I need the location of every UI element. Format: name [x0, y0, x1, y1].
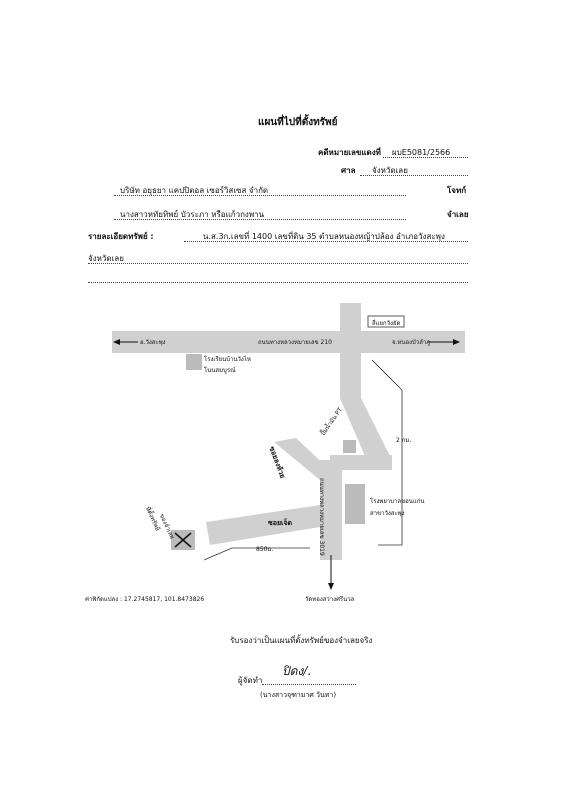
- school-label-1: โรงเรียนบ้านวังไห: [204, 356, 251, 363]
- arrow-down-icon: [328, 583, 334, 590]
- property-marker-label-1: ที่ตั้งทรัพย์: [143, 505, 161, 532]
- case-label: คดีหมายเลขแดงที่: [318, 148, 381, 157]
- distance-2km: 2 กม.: [396, 437, 412, 444]
- signer-name: (นางสาวจุฑามาศ วันทา): [260, 691, 337, 699]
- certify-text: รับรองว่าเป็นแผนที่ตั้งทรัพย์ของจำเลยจริง: [230, 636, 373, 645]
- police-box-label: สี่แยกวังยัด: [372, 320, 401, 327]
- north-road: [340, 303, 361, 398]
- highway-210-label: ถนนทางหลวงหมายเลข 210: [258, 339, 333, 346]
- road-3019-label: ถนนทางหลวงหมายเลข 3019: [318, 478, 325, 556]
- property-label: รายละเอียดทรัพย์ :: [88, 232, 154, 241]
- school-block: [186, 354, 202, 370]
- hospital-label-1: โรงพยาบาลขอนแก่น: [370, 498, 425, 505]
- court-label: ศาล: [341, 166, 356, 175]
- temple-label: วัดทองสว่างศรีนวล: [305, 596, 355, 603]
- gas-station-block: [343, 440, 356, 453]
- page-title: แผนที่ไปที่ตั้งทรัพย์: [258, 117, 338, 128]
- property-line2: จังหวัดเลย: [88, 254, 124, 263]
- defendant-value: นางสาวหทัยทิพย์ บัวระภา หรือแก้วกงพาน: [120, 210, 265, 219]
- signature: ปิดง/.: [282, 664, 312, 678]
- property-line1: น.ส.3ก.เลขที่ 1400 เลขที่ดิน 35 ตำบลหนองหญ้าปล้อง อำเภอวังสะพุง: [203, 232, 445, 241]
- plaintiff-value: บริษัท อยุธยา แคปปิตอล เซอร์วิสเซส จำกัด: [120, 186, 269, 195]
- soi-diagonal-label: ซอยลงห้วย: [267, 445, 287, 480]
- gas-station-label: ปั๊มน้ำมัน PT: [319, 406, 345, 438]
- defendant-label: จำเลย: [447, 210, 469, 219]
- distance-850m: 850ม.: [256, 546, 274, 553]
- soi-7-label: ซอยเจ็ด: [268, 519, 293, 527]
- hospital-block: [345, 484, 365, 524]
- soi-7: [206, 505, 320, 545]
- school-label-2: โนนสมบูรณ์: [204, 367, 236, 374]
- signer-label: ผู้จัดทำ: [238, 676, 263, 685]
- left-destination: อ.วังสะพุง: [140, 339, 166, 346]
- case-number: ผบE5081/2566: [392, 148, 451, 157]
- right-destination: จ.หนองบัวลำภู: [392, 339, 431, 346]
- hospital-label-2: สาขาวังสะพุง: [370, 510, 405, 517]
- plaintiff-label: โจทก์: [447, 186, 467, 195]
- court-value: จังหวัดเลย: [372, 166, 408, 175]
- coordinates: ค่าพิกัดแปลง : 17.2745817, 101.8473826: [85, 596, 205, 603]
- property-marker-label-2: ของจำเลย: [157, 512, 176, 541]
